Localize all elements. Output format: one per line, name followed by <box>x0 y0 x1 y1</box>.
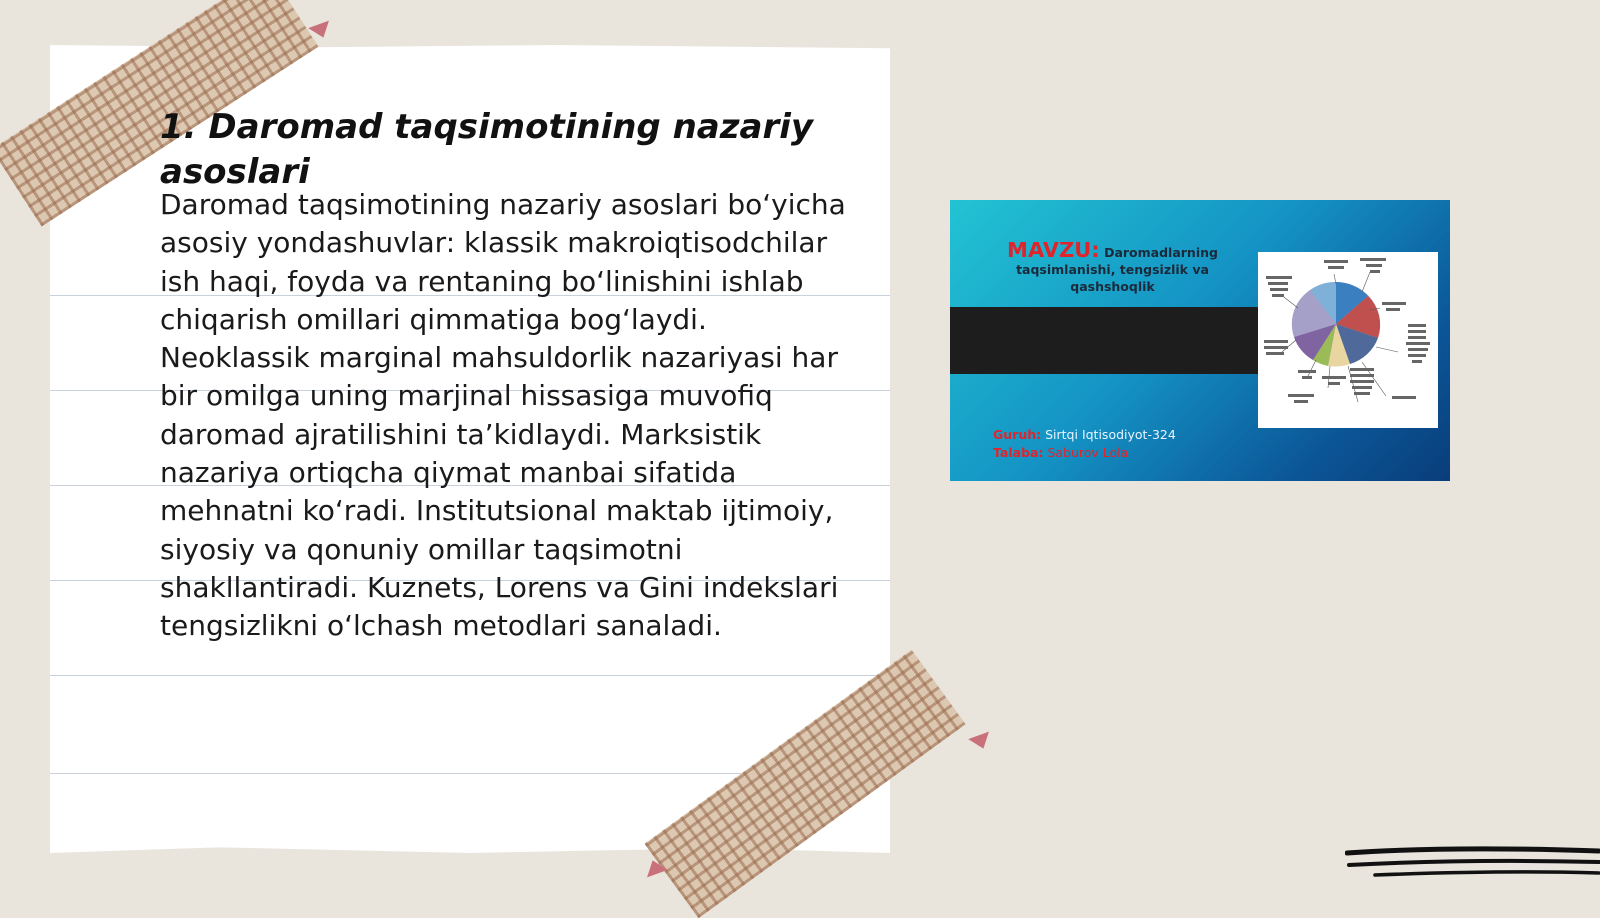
pie-chart-image <box>1258 252 1438 428</box>
slide-student-value: Saburov Lola <box>1047 445 1129 460</box>
slide-topic: Daromadlarning taqsimlanishi, tengsizlik va qashshoqlik <box>1016 245 1218 294</box>
pin-icon <box>308 21 333 42</box>
slide-info <box>993 426 1176 462</box>
slide-group-label: Guruh: <box>993 427 1042 442</box>
scribble-lines-icon <box>1345 845 1600 895</box>
slide-group-line <box>993 426 1176 444</box>
slide-title <box>990 242 1235 308</box>
pin-icon <box>642 857 667 878</box>
slide-thumbnail <box>950 200 1450 481</box>
pie-chart-icon <box>1258 252 1438 428</box>
body-paragraph: Daromad taqsimotining nazariy asoslari bo‘yicha asosiy yondashuvlar: klassik makroiqtisodchilar ish haqi, foyda va rentaning bo‘linishini ishlab chiqarish omillari qimmatiga bog‘laydi. Neoklassik marginal mahsuldorlik nazariyasi har bir omilga uning marjinal hissasiga muvofiq daromad ajratilishini ta’kidlaydi. Marksistik nazariya ortiqcha qiymat manbai sifatida mehnatni ko‘radi. Institutsional maktab ijtimoiy, siyosiy va qonuniy omillar taqsimotni shakllantiradi. Kuznets, Lorens va Gini indekslari tengsizlikni o‘lchash metodlari sanaladi. <box>160 188 846 643</box>
slide-group-value: Sirtqi Iqtisodiyot-324 <box>1045 427 1176 442</box>
slide-mavzu-label: MAVZU: <box>1007 242 1100 262</box>
slide-student-label: Talaba: <box>993 445 1044 460</box>
pin-icon <box>968 732 993 753</box>
slide-dark-band <box>950 307 1260 374</box>
slide-student-line <box>993 444 1176 462</box>
page-title: 1. Daromad taqsimotining nazariy asoslari <box>160 107 814 192</box>
paper-rule-line <box>50 675 890 676</box>
